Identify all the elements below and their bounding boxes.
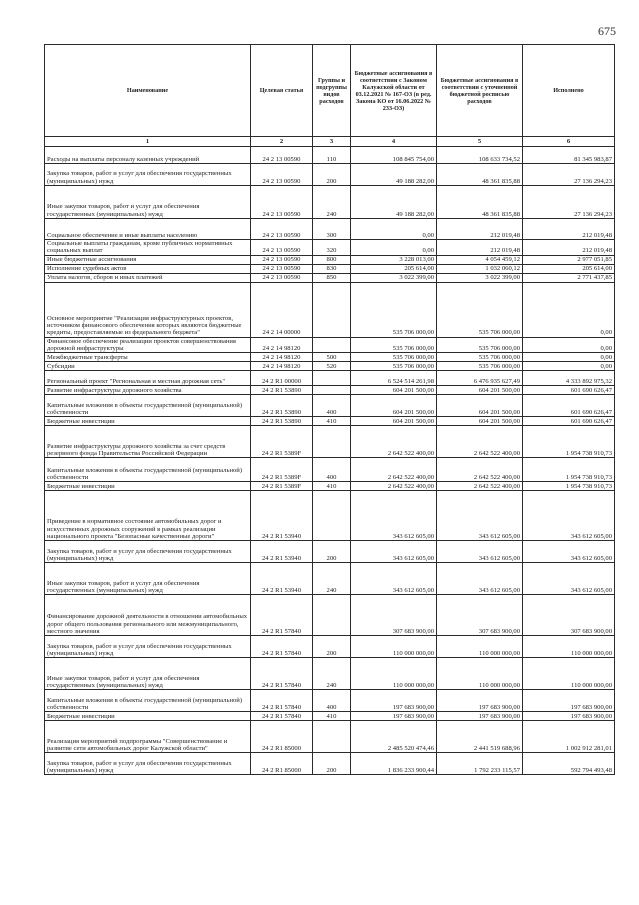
cell-name: Бюджетные инвестиции (45, 482, 251, 491)
cell-target: 24 2 R1 53940 (251, 563, 313, 595)
table-row (45, 386, 615, 395)
cell-refined: 3 022 399,00 (437, 273, 523, 282)
col-header-target: Целевая статья (251, 45, 313, 137)
cell-target: 24 2 R1 53890 (251, 386, 313, 395)
table-row (45, 712, 615, 721)
cell-executed: 601 690 626,47 (523, 386, 615, 395)
table-row (45, 264, 615, 273)
cell-group (313, 371, 351, 386)
cell-executed: 110 000 000,00 (523, 636, 615, 658)
cell-approved: 535 706 000,00 (351, 353, 437, 362)
cell-target: 24 2 13 00590 (251, 264, 313, 273)
cell-target: 24 2 13 00590 (251, 219, 313, 240)
cell-refined: 212 019,48 (437, 219, 523, 240)
cell-name: Бюджетные инвестиции (45, 417, 251, 426)
table-row (45, 186, 615, 219)
table-row (45, 458, 615, 482)
table-row (45, 255, 615, 264)
cell-target: 24 2 14 00000 (251, 282, 313, 337)
col-header-group: Группы и подгруппы видов расходов (313, 45, 351, 137)
cell-group: 200 (313, 636, 351, 658)
cell-name: Иные закупки товаров, работ и услуг для обеспечения государственных (муниципальных) нужд (45, 186, 251, 219)
cell-executed: 2 977 051,85 (523, 255, 615, 264)
cell-approved: 604 201 500,00 (351, 417, 437, 426)
cell-group: 200 (313, 164, 351, 186)
cell-name: Капитальные вложения в объекты государственной (муниципальной) собственности (45, 458, 251, 482)
cell-refined: 1 032 060,12 (437, 264, 523, 273)
cell-target: 24 2 14 98120 (251, 362, 313, 371)
cell-group: 520 (313, 362, 351, 371)
cell-name: Закупка товаров, работ и услуг для обеспечения государственных (муниципальных) нужд (45, 541, 251, 563)
cell-executed: 110 000 000,00 (523, 658, 615, 690)
cell-executed: 4 333 892 975,32 (523, 371, 615, 386)
table-body (45, 147, 615, 775)
cell-target: 24 2 13 00590 (251, 255, 313, 264)
cell-group: 850 (313, 273, 351, 282)
cell-approved: 0,00 (351, 219, 437, 240)
cell-refined: 535 706 000,00 (437, 362, 523, 371)
col-header-refined: Бюджетные ассигнования в соответствии с уточненной бюджетной росписью расходов (437, 45, 523, 137)
cell-refined: 535 706 000,00 (437, 353, 523, 362)
cell-name: Капитальные вложения в объекты государственной (муниципальной) собственности (45, 690, 251, 712)
cell-name: Социальное обеспечение и иные выплаты населению (45, 219, 251, 240)
cell-refined: 535 706 000,00 (437, 282, 523, 337)
cell-executed: 1 954 738 910,73 (523, 426, 615, 458)
col-header-name: Наименование (45, 45, 251, 137)
cell-executed: 343 612 605,00 (523, 491, 615, 541)
cell-group (313, 337, 351, 353)
cell-refined: 197 683 900,00 (437, 690, 523, 712)
col-number: 4 (351, 137, 437, 147)
cell-refined: 604 201 500,00 (437, 417, 523, 426)
cell-executed: 197 683 900,00 (523, 690, 615, 712)
cell-approved: 2 642 522 400,00 (351, 458, 437, 482)
cell-target: 24 2 R1 53890 (251, 395, 313, 417)
col-header-executed: Исполнено (523, 45, 615, 137)
col-number: 1 (45, 137, 251, 147)
cell-refined: 48 361 835,88 (437, 186, 523, 219)
cell-approved: 604 201 500,00 (351, 395, 437, 417)
cell-approved: 3 228 013,00 (351, 255, 437, 264)
cell-approved: 110 000 000,00 (351, 636, 437, 658)
cell-approved: 343 612 605,00 (351, 541, 437, 563)
cell-refined: 2 642 522 400,00 (437, 458, 523, 482)
col-number: 5 (437, 137, 523, 147)
cell-approved: 197 683 900,00 (351, 690, 437, 712)
cell-refined: 197 683 900,00 (437, 712, 523, 721)
cell-target: 24 2 13 00590 (251, 273, 313, 282)
cell-approved: 205 614,00 (351, 264, 437, 273)
cell-target: 24 2 R1 57840 (251, 658, 313, 690)
table-row (45, 753, 615, 775)
table-row (45, 147, 615, 164)
cell-target: 24 2 13 00590 (251, 240, 313, 256)
cell-name: Закупка товаров, работ и услуг для обеспечения государственных (муниципальных) нужд (45, 636, 251, 658)
table-row (45, 541, 615, 563)
cell-executed: 1 954 738 910,73 (523, 458, 615, 482)
cell-target: 24 2 R1 5389F (251, 426, 313, 458)
cell-executed: 197 683 900,00 (523, 712, 615, 721)
cell-target: 24 2 R1 85000 (251, 721, 313, 753)
cell-target: 24 2 13 00590 (251, 147, 313, 164)
cell-executed: 27 136 294,23 (523, 164, 615, 186)
cell-group: 410 (313, 417, 351, 426)
table-row (45, 353, 615, 362)
cell-refined: 604 201 500,00 (437, 386, 523, 395)
cell-refined: 1 792 233 115,57 (437, 753, 523, 775)
cell-group (313, 491, 351, 541)
cell-approved: 49 188 282,00 (351, 164, 437, 186)
cell-group: 500 (313, 353, 351, 362)
cell-name: Иные закупки товаров, работ и услуг для обеспечения государственных (муниципальных) нужд (45, 658, 251, 690)
cell-group: 320 (313, 240, 351, 256)
cell-name: Закупка товаров, работ и услуг для обеспечения государственных (муниципальных) нужд (45, 164, 251, 186)
cell-refined: 343 612 605,00 (437, 541, 523, 563)
cell-name: Региональный проект "Региональная и местная дорожная сеть" (45, 371, 251, 386)
cell-group: 410 (313, 482, 351, 491)
cell-refined: 535 706 000,00 (437, 337, 523, 353)
table-row (45, 721, 615, 753)
cell-executed: 601 690 626,47 (523, 395, 615, 417)
cell-group: 300 (313, 219, 351, 240)
cell-name: Развитие инфраструктуры дорожного хозяйства за счет средств резервного фонда Правительства Российской Федерации (45, 426, 251, 458)
cell-approved: 110 000 000,00 (351, 658, 437, 690)
cell-refined: 108 633 734,52 (437, 147, 523, 164)
cell-name: Основное мероприятие "Реализация инфраструктурных проектов, источником финансового обеспечения которых являются бюджетные кредиты, предоставляемые из федерального бюджета" (45, 282, 251, 337)
cell-name: Финансовое обеспечение реализации проектов совершенствования дорожной инфраструктуры (45, 337, 251, 353)
table-row (45, 426, 615, 458)
cell-refined: 110 000 000,00 (437, 658, 523, 690)
cell-target: 24 2 14 98120 (251, 337, 313, 353)
cell-refined: 48 361 835,88 (437, 164, 523, 186)
cell-target: 24 2 R1 57840 (251, 595, 313, 636)
cell-group: 800 (313, 255, 351, 264)
col-header-approved: Бюджетные ассигнования в соответствии с Законом Калужской области от 03.12.2021 № 167-ОЗ (в ред. Закона КО от 16.06.2022 № 233-ОЗ) (351, 45, 437, 137)
cell-name: Иные бюджетные ассигнования (45, 255, 251, 264)
cell-target: 24 2 R1 57840 (251, 690, 313, 712)
cell-refined: 212 019,48 (437, 240, 523, 256)
cell-group: 400 (313, 690, 351, 712)
cell-name: Бюджетные инвестиции (45, 712, 251, 721)
table-row (45, 371, 615, 386)
cell-executed: 205 614,00 (523, 264, 615, 273)
cell-approved: 6 524 514 261,98 (351, 371, 437, 386)
cell-group: 110 (313, 147, 351, 164)
cell-executed: 343 612 605,00 (523, 541, 615, 563)
cell-name: Реализация мероприятий подпрограммы "Совершенствование и развитие сети автомобильных дорог Калужской области" (45, 721, 251, 753)
cell-target: 24 2 R1 57840 (251, 712, 313, 721)
cell-executed: 81 345 983,87 (523, 147, 615, 164)
cell-name: Приведение в нормативное состояние автомобильных дорог и искусственных дорожных сооружений в рамках реализации национального проекта "Безопасные качественные дороги" (45, 491, 251, 541)
cell-name: Социальные выплаты гражданам, кроме публичных нормативных социальных выплат (45, 240, 251, 256)
cell-name: Иные закупки товаров, работ и услуг для обеспечения государственных (муниципальных) нужд (45, 563, 251, 595)
cell-target: 24 2 R1 57840 (251, 636, 313, 658)
cell-executed: 592 794 493,48 (523, 753, 615, 775)
cell-approved: 604 201 500,00 (351, 386, 437, 395)
table-row (45, 491, 615, 541)
cell-executed: 0,00 (523, 362, 615, 371)
cell-approved: 535 706 000,00 (351, 282, 437, 337)
cell-name: Финансирование дорожной деятельности в отношении автомобильных дорог общего пользования регионального или межмуниципального, местного значения (45, 595, 251, 636)
cell-approved: 49 188 282,00 (351, 186, 437, 219)
cell-group: 240 (313, 563, 351, 595)
cell-executed: 1 954 738 910,73 (523, 482, 615, 491)
col-number: 2 (251, 137, 313, 147)
cell-refined: 6 476 935 627,49 (437, 371, 523, 386)
cell-group (313, 386, 351, 395)
column-number-row (45, 137, 615, 147)
cell-name: Уплата налогов, сборов и иных платежей (45, 273, 251, 282)
cell-refined: 2 441 519 688,96 (437, 721, 523, 753)
cell-approved: 1 836 233 900,44 (351, 753, 437, 775)
table-row (45, 595, 615, 636)
cell-name: Субсидии (45, 362, 251, 371)
cell-executed: 1 002 912 281,01 (523, 721, 615, 753)
cell-executed: 0,00 (523, 282, 615, 337)
table-row (45, 690, 615, 712)
cell-refined: 4 054 459,12 (437, 255, 523, 264)
cell-approved: 108 845 754,00 (351, 147, 437, 164)
cell-group: 200 (313, 753, 351, 775)
table-row (45, 636, 615, 658)
cell-name: Развитие инфраструктуры дорожного хозяйства (45, 386, 251, 395)
cell-group: 240 (313, 658, 351, 690)
col-number: 3 (313, 137, 351, 147)
cell-refined: 343 612 605,00 (437, 491, 523, 541)
table-row (45, 482, 615, 491)
cell-approved: 535 706 000,00 (351, 337, 437, 353)
cell-refined: 604 201 500,00 (437, 395, 523, 417)
cell-name: Исполнение судебных актов (45, 264, 251, 273)
cell-target: 24 2 R1 53890 (251, 417, 313, 426)
table-row (45, 658, 615, 690)
cell-group: 830 (313, 264, 351, 273)
table-row (45, 563, 615, 595)
cell-group: 410 (313, 712, 351, 721)
cell-executed: 307 683 900,00 (523, 595, 615, 636)
cell-approved: 2 642 522 400,00 (351, 482, 437, 491)
cell-target: 24 2 R1 5389F (251, 458, 313, 482)
cell-group (313, 721, 351, 753)
cell-refined: 2 642 522 400,00 (437, 482, 523, 491)
table-row (45, 417, 615, 426)
page-number: 675 (598, 24, 616, 38)
cell-name: Расходы на выплаты персоналу казенных учреждений (45, 147, 251, 164)
table-row (45, 219, 615, 240)
cell-executed: 343 612 605,00 (523, 563, 615, 595)
cell-executed: 601 690 626,47 (523, 417, 615, 426)
cell-approved: 307 683 900,00 (351, 595, 437, 636)
cell-name: Межбюджетные трансферты (45, 353, 251, 362)
cell-approved: 343 612 605,00 (351, 563, 437, 595)
cell-target: 24 2 R1 85000 (251, 753, 313, 775)
table-row (45, 240, 615, 256)
cell-approved: 3 022 399,00 (351, 273, 437, 282)
cell-group: 240 (313, 186, 351, 219)
cell-executed: 2 771 437,85 (523, 273, 615, 282)
budget-table (44, 44, 615, 775)
cell-executed: 212 019,48 (523, 240, 615, 256)
cell-target: 24 2 13 00590 (251, 186, 313, 219)
cell-target: 24 2 R1 53940 (251, 541, 313, 563)
table-row (45, 282, 615, 337)
cell-group (313, 426, 351, 458)
cell-approved: 2 642 522 400,00 (351, 426, 437, 458)
cell-target: 24 2 R1 00000 (251, 371, 313, 386)
cell-group: 400 (313, 458, 351, 482)
cell-refined: 110 000 000,00 (437, 636, 523, 658)
cell-target: 24 2 R1 5389F (251, 482, 313, 491)
cell-target: 24 2 13 00590 (251, 164, 313, 186)
cell-group (313, 595, 351, 636)
cell-name: Капитальные вложения в объекты государственной (муниципальной) собственности (45, 395, 251, 417)
cell-executed: 212 019,48 (523, 219, 615, 240)
cell-refined: 307 683 900,00 (437, 595, 523, 636)
cell-executed: 0,00 (523, 353, 615, 362)
header-row (45, 45, 615, 137)
table-row (45, 337, 615, 353)
cell-refined: 2 642 522 400,00 (437, 426, 523, 458)
cell-executed: 27 136 294,23 (523, 186, 615, 219)
col-number: 6 (523, 137, 615, 147)
cell-refined: 343 612 605,00 (437, 563, 523, 595)
cell-approved: 197 683 900,00 (351, 712, 437, 721)
cell-approved: 343 612 605,00 (351, 491, 437, 541)
table-row (45, 273, 615, 282)
cell-group (313, 282, 351, 337)
table-row (45, 362, 615, 371)
cell-target: 24 2 14 98120 (251, 353, 313, 362)
cell-executed: 0,00 (523, 337, 615, 353)
table-row (45, 395, 615, 417)
cell-group: 400 (313, 395, 351, 417)
cell-target: 24 2 R1 53940 (251, 491, 313, 541)
table-row (45, 164, 615, 186)
cell-name: Закупка товаров, работ и услуг для обеспечения государственных (муниципальных) нужд (45, 753, 251, 775)
cell-group: 200 (313, 541, 351, 563)
cell-approved: 0,00 (351, 240, 437, 256)
cell-approved: 2 485 520 474,46 (351, 721, 437, 753)
cell-approved: 535 706 000,00 (351, 362, 437, 371)
